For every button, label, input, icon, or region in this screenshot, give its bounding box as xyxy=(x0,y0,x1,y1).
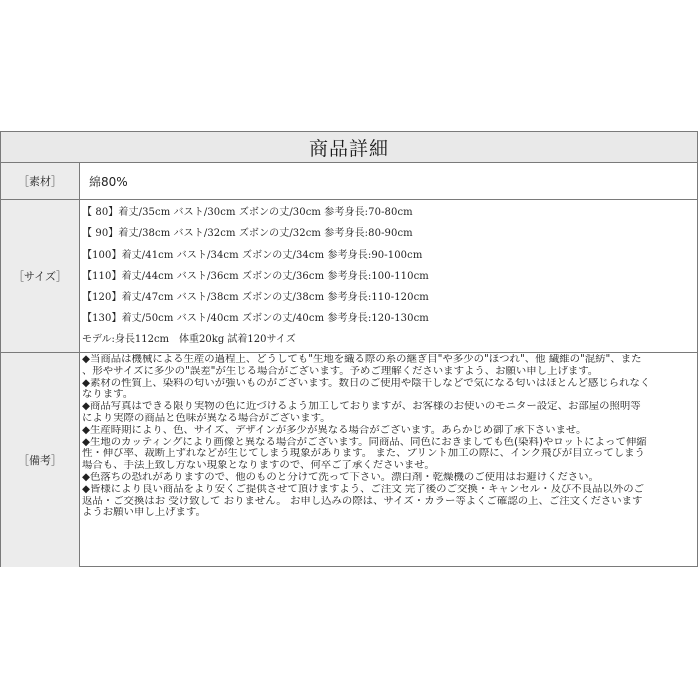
note-line: 返品・ご交換はお 受け致して おりません。 お申し込みの際は、サイズ・カラー等よくご確認の上、ご注文くださいます xyxy=(82,495,643,507)
size-line: 【130】着丈/50cm バスト/40cm ズボンの丈/40cm 参考身長:120-130cm xyxy=(82,313,429,325)
size-line: 【 90】着丈/38cm バスト/32cm ズボンの丈/32cm 参考身長:80-90cm xyxy=(82,228,413,240)
size-line: 【 80】着丈/35cm バスト/30cm ズボンの丈/30cm 参考身長:70-80cm xyxy=(82,207,413,218)
notes-label: ［備考］ xyxy=(1,353,80,567)
note-line: ◆生産時期により、色、サイズ、デザインが多少が異なる場合がございます。あらかじめ御了承下さいませ。 xyxy=(82,424,587,436)
material-label: ［素材］ xyxy=(1,163,80,199)
note-line: 性・伸び率、裁断上ずれなどが生じてしまう現象があります。 また、プリント加工の際に、インク飛びが目立ってしまう xyxy=(82,448,645,460)
note-line: ◆商品写真はできる限り実物の色に近づけるよう加工しておりますが、お客様のお使いのモニター設定、お部屋の照明等 xyxy=(82,401,641,413)
size-line: 【120】着丈/47cm バスト/38cm ズボンの丈/38cm 参考身長:110-120cm xyxy=(82,292,429,304)
size-value xyxy=(80,200,697,352)
note-line: なります。 xyxy=(82,389,134,401)
note-line: ◆素材の性質上、染料の匂いが強いものがございます。数日のご使用や陰干しなどで気になる匂いはほとんど感じられなく xyxy=(82,377,651,389)
table-title: 商品詳細 xyxy=(308,137,389,160)
note-line: 場合も、手法上致し方ない現象となりますので、何卒ご了承くださいませ。 xyxy=(82,460,435,472)
size-label: ［サイズ］ xyxy=(1,200,80,352)
model-info: モデル:身長112cm 体重20kg 試着120サイズ xyxy=(82,333,296,345)
notes-row xyxy=(1,353,697,567)
size-line: 【100】着丈/41cm バスト/34cm ズボンの丈/34cm 参考身長:90-100cm xyxy=(82,249,423,261)
notes-value xyxy=(80,353,697,567)
table-header xyxy=(1,132,697,163)
note-line: ようお願い申し上げます。 xyxy=(82,507,206,519)
note-line: ◆生地のカッティングにより画像と異なる場合がございます。同商品、同色におきましても色(染料)やロットによって伸縮 xyxy=(82,436,647,448)
size-line: 【110】着丈/44cm バスト/36cm ズボンの丈/36cm 参考身長:100-110cm xyxy=(82,270,429,282)
note-line: により実際の商品と色味が異なる場合がございます。 xyxy=(82,412,331,424)
product-details-table xyxy=(0,131,698,567)
note-line: ◆色落ちの恐れがありますので、他のものと分けて洗って下さい。漂白剤・乾燥機のご使用はお避けください。 xyxy=(82,471,599,483)
material-row xyxy=(1,163,697,200)
size-row xyxy=(1,200,697,353)
note-line: 、形やサイズに多少の"誤差"が生じる場合がございます。予めご理解くださいますよう、お願い申し上げます。 xyxy=(82,365,599,377)
material-value: 綿80% xyxy=(89,175,128,189)
note-line: ◆皆様により良い商品をより安くご提供させて頂けますよう、ご注文 完了後のご交換・キャンセル・及び不良品以外のご xyxy=(82,483,644,495)
note-line: ◆当商品は機械による生産の過程上、どうしても"生地を織る際の糸の継ぎ目"や多少の"ほつれ"、他 繊維の"混紡"、また xyxy=(82,354,642,365)
